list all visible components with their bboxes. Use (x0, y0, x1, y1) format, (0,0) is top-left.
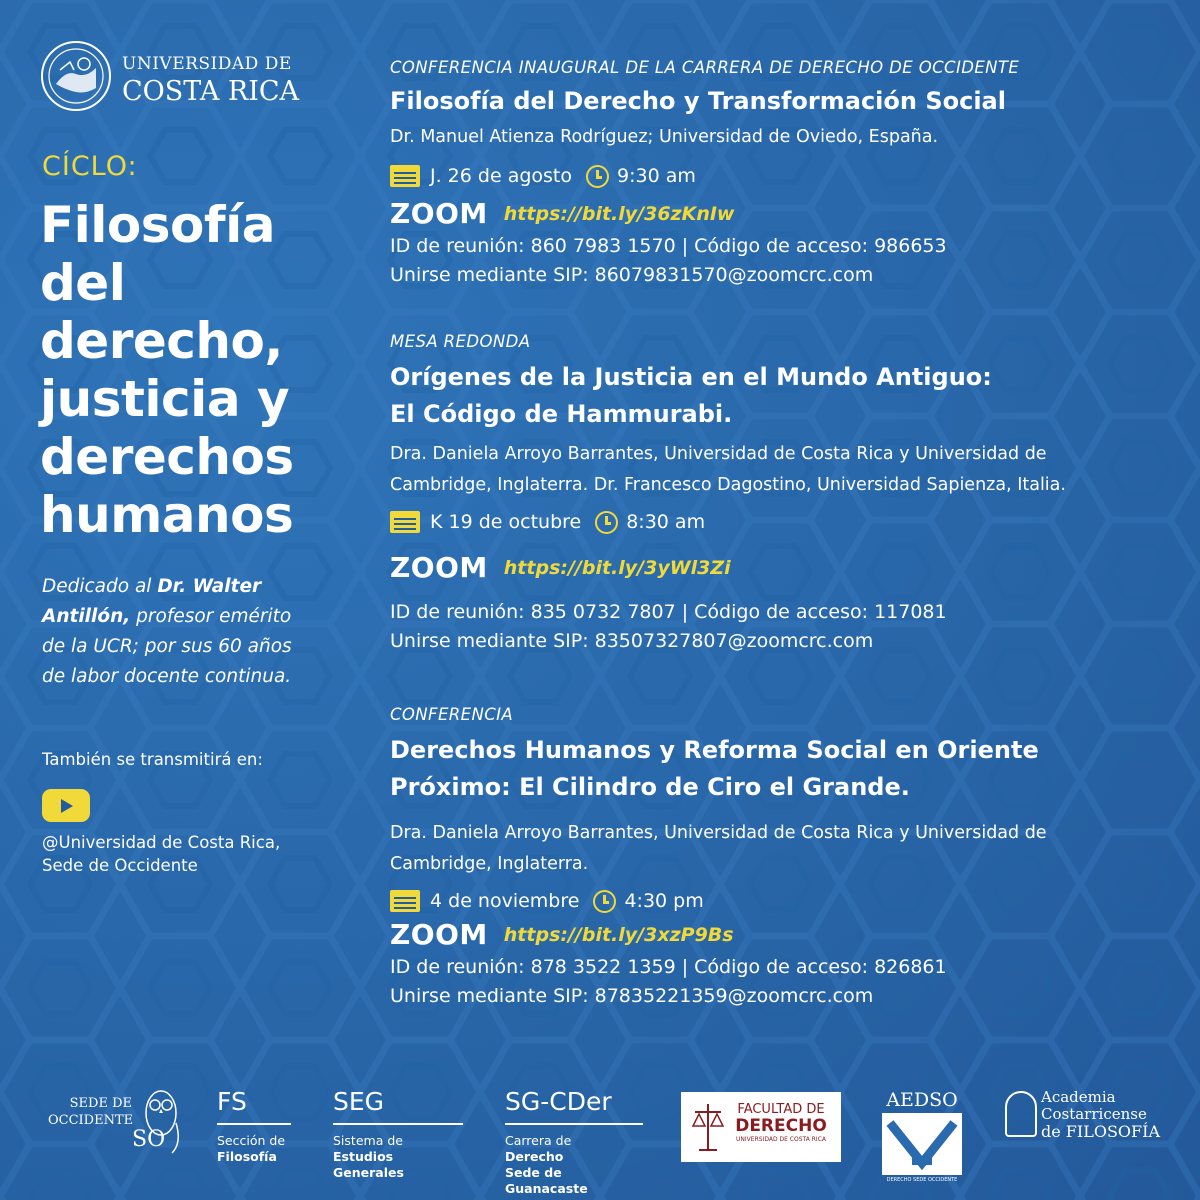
zoom-logo: ZOOM (390, 197, 488, 230)
event-type: MESA REDONDA (390, 332, 531, 351)
speaker-line: Dra. Daniela Arroyo Barrantes, Universidad de Costa Rica y Universidad de (390, 444, 1047, 464)
facultad-line2: DERECHO (735, 1116, 827, 1136)
event-datetime (390, 509, 1180, 535)
sgcder-divider (505, 1123, 643, 1125)
youtube-channel[interactable] (42, 831, 322, 877)
event-title (390, 732, 1180, 806)
academia-line3: de FILOSOFÍA (1041, 1122, 1161, 1141)
event-time: 4:30 pm (624, 890, 704, 912)
sip-info: Unirse mediante SIP: 87835221359@zoomcrc.com (390, 985, 874, 1007)
cycle-title-line: derecho, (40, 312, 283, 370)
speaker-line: Cambridge, Inglaterra. Dr. Francesco Dagostino, Universidad Sapienza, Italia. (390, 475, 1066, 495)
gavel-icon (882, 1113, 962, 1175)
academia-icon (1005, 1091, 1037, 1137)
meeting-info: ID de reunión: 835 0732 7807 | Código de acceso: 117081 (390, 601, 947, 623)
zoom-row (390, 551, 1180, 584)
university-name-line2: COSTA RICA (122, 76, 300, 107)
fs-abbr: FS (217, 1087, 247, 1116)
fs-line2: Filosofía (217, 1148, 277, 1164)
calendar-icon (390, 890, 420, 912)
seg-line1: Sistema de (333, 1132, 403, 1148)
facultad-derecho-logo (681, 1092, 841, 1162)
zoom-link[interactable]: https://bit.ly/3xzP9Bs (503, 923, 734, 946)
sede-occidente-text (48, 1095, 132, 1129)
event-speaker (390, 439, 1180, 501)
zoom-link[interactable]: https://bit.ly/3yWl3Zi (503, 556, 731, 579)
sgcder-logo (505, 1087, 643, 1197)
facultad-text (727, 1103, 835, 1145)
zoom-row (390, 918, 1180, 951)
sede-abbr: SO (132, 1127, 166, 1152)
broadcast-label: También se transmitirá en: (42, 750, 263, 769)
seg-logo (333, 1087, 463, 1181)
event-time: 8:30 am (626, 511, 706, 533)
clock-icon (586, 165, 609, 188)
cycle-title-line: justicia y (40, 370, 290, 428)
cycle-title (40, 196, 370, 544)
aedso-sub: DERECHO SEDE OCCIDENTE (886, 1177, 958, 1183)
event-title (390, 359, 1180, 433)
fs-line1: Sección de (217, 1132, 286, 1148)
sgcder-abbr: SG-CDer (505, 1087, 612, 1116)
aedso-logo (880, 1089, 964, 1189)
sede-line: OCCIDENTE (48, 1113, 134, 1128)
clock-icon (595, 511, 618, 534)
speaker-line: Dra. Daniela Arroyo Barrantes, Universidad de Costa Rica y Universidad de (390, 823, 1047, 843)
cycle-title-line: del (40, 254, 126, 312)
aedso-abbr: AEDSO (886, 1089, 958, 1111)
event-title-line: Derechos Humanos y Reforma Social en Oriente (390, 736, 1039, 764)
youtube-icon[interactable] (42, 789, 90, 822)
event-type: CONFERENCIA INAUGURAL DE LA CARRERA DE DERECHO DE OCCIDENTE (390, 58, 1020, 77)
meeting-info: ID de reunión: 860 7983 1570 | Código de acceso: 986653 (390, 235, 947, 257)
meeting-info: ID de reunión: 878 3522 1359 | Código de acceso: 826861 (390, 956, 947, 978)
sgcder-line3: Sede de Guanacaste (505, 1164, 588, 1196)
sip-info: Unirse mediante SIP: 83507327807@zoomcrc.com (390, 630, 874, 652)
university-name-line1: UNIVERSIDAD DE (122, 54, 292, 74)
seg-abbr: SEG (333, 1087, 385, 1116)
event-time: 9:30 am (617, 165, 696, 187)
event-title-line: Próximo: El Cilindro de Ciro el Grande. (390, 773, 910, 801)
channel-line: Sede de Occidente (42, 856, 198, 875)
event-datetime (390, 888, 1180, 914)
event-datetime (390, 163, 1180, 189)
sip-info: Unirse mediante SIP: 86079831570@zoomcrc.com (390, 264, 874, 286)
calendar-icon (390, 511, 420, 533)
zoom-logo: ZOOM (390, 918, 488, 951)
zoom-logo: ZOOM (390, 551, 488, 584)
zoom-link[interactable]: https://bit.ly/36zKnIw (503, 202, 735, 225)
facultad-line1: FACULTAD DE (737, 1102, 825, 1117)
dedication-prefix: Dedicado al (42, 576, 158, 597)
sede-line: SEDE DE (69, 1096, 132, 1111)
event-date: 4 de noviembre (430, 890, 580, 912)
event-date: K 19 de octubre (430, 511, 582, 533)
zoom-row (390, 197, 1180, 230)
dedication-name: Dr. Walter Antillón, (42, 576, 262, 627)
academia-text (1041, 1089, 1160, 1140)
academia-logo (1005, 1088, 1195, 1151)
university-logo (40, 40, 300, 120)
justice-scale-icon (691, 1100, 725, 1154)
event-title-line: Orígenes de la Justicia en el Mundo Antiguo: (390, 363, 992, 391)
calendar-icon (390, 165, 420, 187)
academia-line1: Academia (1041, 1088, 1116, 1106)
event-title-line: El Código de Hammurabi. (390, 400, 733, 428)
event-speaker: Dr. Manuel Atienza Rodríguez; Universidad de Oviedo, España. (390, 127, 939, 147)
seg-divider (333, 1123, 463, 1125)
university-seal-icon (40, 40, 112, 112)
event-date: J. 26 de agosto (430, 165, 572, 187)
cycle-title-line: derechos (40, 428, 294, 486)
event-speaker (390, 818, 1180, 880)
academia-line2: Costarricense (1041, 1105, 1147, 1123)
event-type: CONFERENCIA (390, 705, 514, 724)
cycle-title-line: humanos (40, 486, 294, 544)
seg-line2: Estudios Generales (333, 1148, 404, 1180)
event-1 (390, 58, 1180, 290)
sgcder-line2: Derecho (505, 1148, 564, 1164)
dedication-text (42, 572, 312, 692)
event-2 (390, 332, 1180, 656)
fs-divider (217, 1123, 291, 1125)
speaker-line: Cambridge, Inglaterra. (390, 854, 589, 874)
event-title: Filosofía del Derecho y Transformación Social (390, 87, 1006, 115)
facultad-line3: UNIVERSIDAD DE COSTA RICA (736, 1136, 826, 1143)
clock-icon (593, 890, 616, 913)
dedication-rest: profesor emérito de la UCR; por sus 60 años de labor docente continua. (42, 606, 292, 687)
fs-logo (217, 1087, 291, 1165)
sgcder-line1: Carrera de (505, 1132, 572, 1148)
cycle-label: CÍCLO: (42, 151, 138, 182)
event-3 (390, 705, 1180, 1011)
footer-logos (0, 1075, 1200, 1196)
channel-line: @Universidad de Costa Rica, (42, 833, 281, 852)
aedso-emblem (882, 1113, 962, 1175)
cycle-title-line: Filosofía (40, 196, 276, 254)
